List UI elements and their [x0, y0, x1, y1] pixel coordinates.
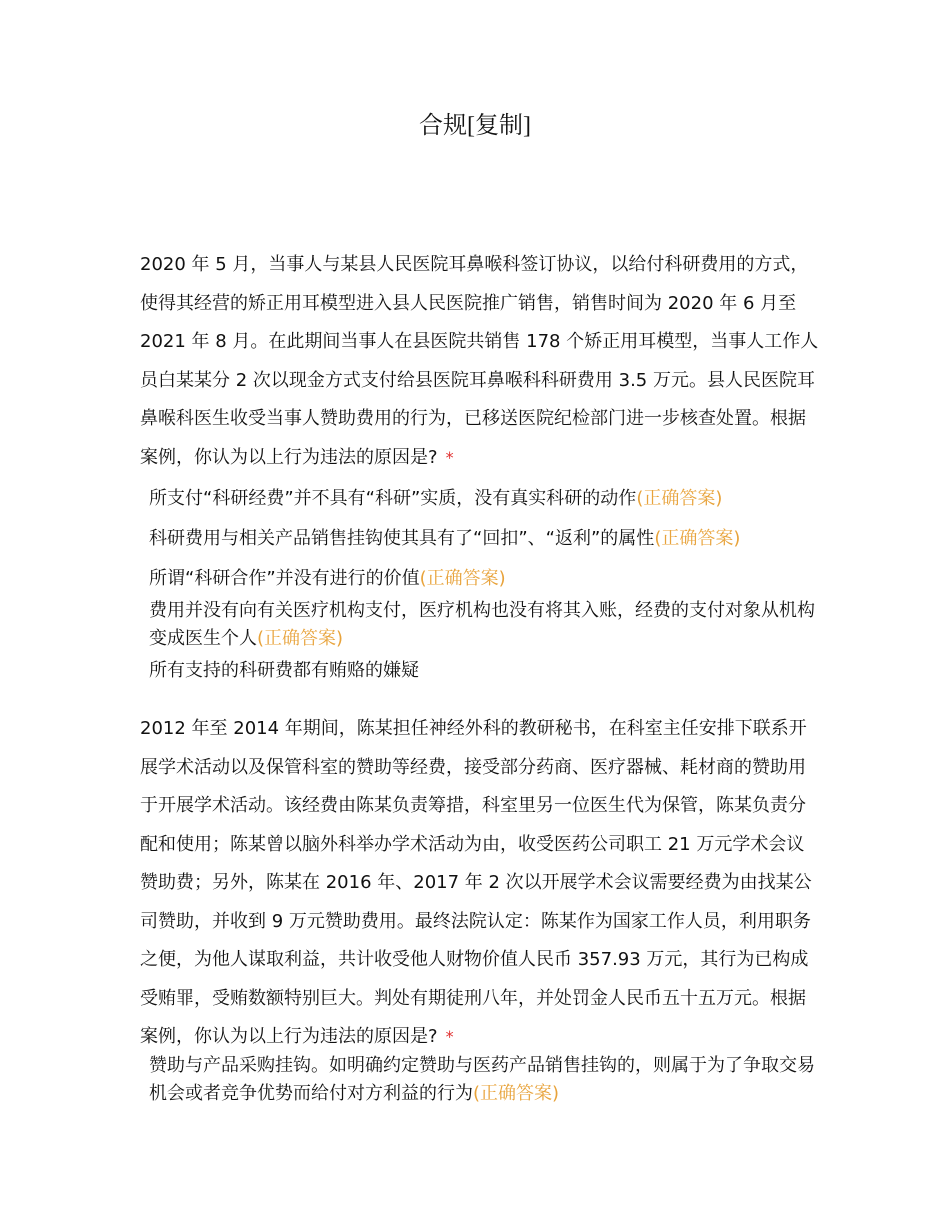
correct-answer-tag: (正确答案) — [257, 628, 344, 649]
option-text: 科研费用与相关产品销售挂钩使其具有了“回扣”、“返利”的属性 — [149, 528, 655, 549]
option-1-5[interactable] — [149, 657, 819, 685]
option-text: 所有支持的科研费都有贿赂的嫌疑 — [149, 660, 419, 681]
option-text: 所谓“科研合作”并没有进行的价值 — [149, 568, 420, 589]
correct-answer-tag: (正确答案) — [473, 1083, 560, 1104]
option-1-2[interactable] — [149, 525, 819, 553]
required-mark: * — [445, 1027, 454, 1046]
option-text: 费用并没有向有关医疗机构支付，医疗机构也没有将其入账，经费的支付对象从机构变成医生个人 — [149, 600, 815, 649]
option-text: 赞助与产品采购挂钩。如明确约定赞助与医药产品销售挂钩的，则属于为了争取交易机会或者竞争优势而给付对方利益的行为 — [149, 1055, 815, 1104]
option-text: 所支付“科研经费”并不具有“科研”实质，没有真实科研的动作 — [149, 488, 637, 509]
correct-answer-tag: (正确答案) — [419, 568, 506, 589]
correct-answer-tag: (正确答案) — [636, 488, 723, 509]
question-2-options — [149, 1052, 819, 1120]
question-2 — [140, 710, 820, 1057]
question-2-text: 2012 年至 2014 年期间，陈某担任神经外科的教研秘书，在科室主任安排下联系开展学术活动以及保管科室的赞助等经费，接受部分药商、医疗器械、耗材商的赞助用于开展学术活动。该经费由陈某负责筹措，科室里另一位医生代为保管，陈某负责分配和使用；陈某曾以脑外科举办学术活动为由，收受医药公司职工 21 万元学术会议赞助费；另外，陈某在 2016 年、2017 年 2 次以开展学术会议需要经费为由找某公司赞助，并收到 9 万元赞助费用。最终法院认定：陈某作为国家工作人员，利用职务之便，为他人谋取利益，共计收受他人财物价值人民币 357.93 万元，其行为已构成受贿罪，受贿数额特别巨大。判处有期徒刑八年，并处罚金人民币五十五万元。根据案例，你认为以上行为违法的原因是? — [140, 718, 812, 1047]
question-1-text: 2020 年 5 月，当事人与某县人民医院耳鼻喉科签订协议，以给付科研费用的方式，使得其经营的矫正用耳模型进入县人民医院推广销售，销售时间为 2020 年 6 月至 2021 年 8 月。在此期间当事人在县医院共销售 178 个矫正用耳模型，当事人工作人员白某某分 2 次以现金方式支付给县医院耳鼻喉科科研费用 3.5 万元。县人民医院耳鼻喉科医生收受当事人赞助费用的行为，已移送医院纪检部门进一步核查处置。根据案例，你认为以上行为违法的原因是? — [140, 254, 819, 468]
page-title: 合规[复制] — [419, 113, 531, 139]
option-1-1[interactable] — [149, 485, 819, 513]
question-1-options — [149, 485, 819, 697]
question-1 — [140, 246, 820, 477]
option-1-3[interactable] — [149, 565, 819, 593]
option-2-1[interactable] — [149, 1052, 819, 1108]
required-mark: * — [445, 447, 454, 467]
option-1-4[interactable] — [149, 597, 819, 653]
correct-answer-tag: (正确答案) — [654, 528, 741, 549]
